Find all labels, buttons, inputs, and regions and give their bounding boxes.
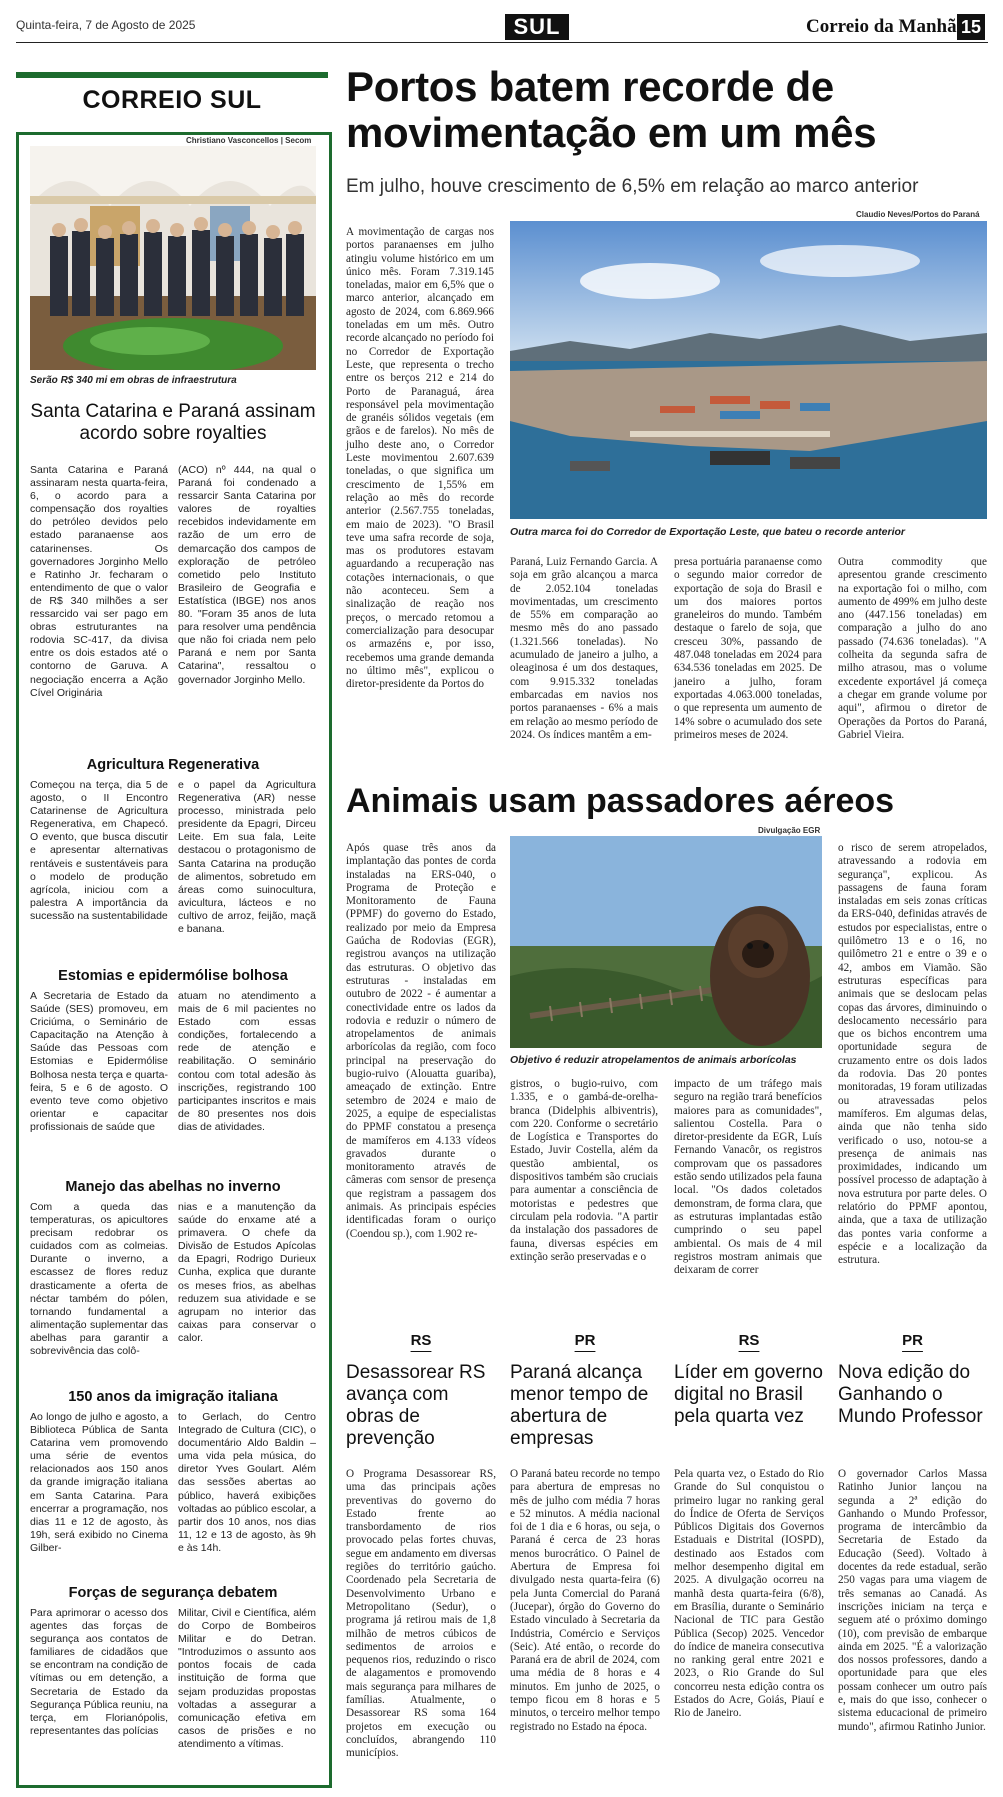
- seguranca-text-col1: Para aprimorar o acesso dos agentes das forças de segurança aos contatos de familiares de cidadãos que se encontram na condição de vítimas ou em detenção, a Secretaria de Estado da Segurança Pública reuniu, na terça, em Florianópolis, representantes das polícias: [30, 1607, 168, 1737]
- brief-1-state: RS: [410, 1332, 432, 1349]
- royalties-headline[interactable]: Santa Catarina e Paraná assinam acordo sobre royalties: [30, 401, 316, 444]
- agri-text-col1: Começou na terça, dia 5 de agosto, o II Encontro Catarinense de Agricultura Regenerativa, em Chapecó. O evento, que busca discutir e apresentar alternativas rentáveis e sustentáveis para o modelo de produção agrícola, iniciou com a palestra A importância da sucessão na sustentabilidade: [30, 779, 168, 922]
- brief-2-text: O Paraná bateu recorde no tempo para abertura de empresas no mês de julho com média 7 horas e 52 minutos. A média nacional foi de 1 dia e 6 horas, ou seja, o Paraná é cerca de 23 horas menos burocrático. O Painel de Abertura de Empresa foi divulgado nesta quarta-feira (6) pela Junta Comercial do Paraná (Jucepar), órgão do Governo do Estado vinculado à Secretaria da Indústria, Comércio e Serviços (Seic). Até então, o recorde do Paraná era de abril de 2024, com uma média de 8 horas e 4 minutos. Em junho de 2025, o tempo ficou em 8 horas e 5 minutos, o terceiro melhor tempo registrado no Estado na época.: [510, 1468, 660, 1733]
- signing-ceremony-photo: [30, 146, 316, 370]
- animals-text-col4: o risco de serem atropelados, atravessando a rodovia em segurança", explicou. As passagens de fauna foram instaladas em seis zonas críticas da ERS-040, definidas através de estudos por especialistas, entre o quilômetro 13 e o 16, no quilômetro 21 e entre o 39 e o 42, ambos em Viamão. São estruturas específicas para animais que se deslocam pelas copas das árvores, diminuindo o deslocamento necessário para que os bichos encontrem uma oportunidade segura de cruzamento entre os dois lados da rodovia. Das 20 pontes monitoradas, 19 foram utilizadas ou atravessadas pelos mamíferos. Em algumas delas, ainda que não tenha sido verificado o uso, notou-se a presença de animais nas proximidades, indicando um possível processo de adaptação à nova estrutura por parte deles. O relatório do PPMF apontou, ainda, que a taxa de utilização das pontes varia conforme a espécie e a localização da estrutura.: [838, 842, 987, 1267]
- port-aerial-photo: [510, 221, 987, 519]
- header-divider: [16, 42, 988, 43]
- brief-4-text: O governador Carlos Massa Ratinho Junior lançou na segunda a 2ª edição do Ganhando o Mundo Professor, programa de intercâmbio da Secretaria de Estado da Educação (Seed). Voltado à docentes da rede estadual, serão 250 vagas para uma viagem de três semanas ao Canadá. As inscrições iniciam na terça e seguem até o próximo domingo (10), com previsão de embarque ainda em 2025. "É a valorização dos nossos professores, dando a oportunidade para que eles possam conhecer um outro país e, mais do que isso, conhecer o sistema educacional de primeiro mundo", afirmou Ratinho Junior.: [838, 1468, 987, 1733]
- royalties-text-col1: Santa Catarina e Paraná assinaram nesta quarta-feira, 6, o acordo para a compensação dos royalties do petróleo devidos pelo estado paranaense aos catarinenses. Os governadores Jorginho Mello e Ratinho Jr. fecharam o entendimento de que o valor de R$ 340 milhões a ser ressarcido vai ser pago em obras estruturantes na rodovia SC-417, da divisa entre os dois estados até o contorno de Garuva. A negociação encerra a Ação Cível Originária: [30, 464, 168, 699]
- animals-text-col3: impacto de um tráfego mais seguro na região trará benefícios maiores para as comunidades", salientou Costella. Para o diretor-presidente da EGR, Luís Fernando Vanacôr, os registros comprovam que os passadores estão sendo utilizados pela fauna local. "Os dados coletados demonstram, de forma clara, que as estruturas implantadas estão cumprindo o seu papel ambiental. Os mais de 4 mil registros mostram animais que deixaram de correr: [674, 1078, 822, 1277]
- imigracao-subhead[interactable]: 150 anos da imigração italiana: [68, 1389, 278, 1405]
- ports-photo-credit: Claudio Neves/Portos do Paraná: [856, 210, 980, 219]
- monkey-bridge-photo: [510, 836, 822, 1048]
- agri-subhead[interactable]: Agricultura Regenerativa: [86, 757, 260, 773]
- estomias-text-col1: A Secretaria de Estado da Saúde (SES) promoveu, em Criciúma, o Seminário de Capacitação na Atenção à Saúde das Pessoas com Estomias e Epidermólise Bolhosa nesta terça e quarta-feira, 5 e 6 de agosto. O evento teve como objetivo orientar e capacitar profissionais de saúde que: [30, 990, 168, 1133]
- imigracao-text-col2: to Gerlach, do Centro Integrado de Cultura (CIC), o documentário Aldo Baldin – uma vida pela música, do diretor Yves Goulart. Além das sessões abertas ao público, haverá exibições voltadas ao público escolar, a partir dos 10 anos, nos dias 11, 12 e 13 de agosto, às 9h e às 14h.: [178, 1411, 316, 1554]
- page-number: 15: [957, 14, 985, 40]
- ports-text-col2: Paraná, Luiz Fernando Garcia. A soja em grão alcançou a marca de 2.052.104 toneladas movimentadas, um crescimento de 55% em comparação ao mesmo mês do ano passado (1.321.566 toneladas). No acumulado de janeiro a julho, a oleaginosa é um dos destaques, com 9.915.332 toneladas embarcadas em navios nos portos paranaenses - 6% a mais em relação ao mesmo período de 2024. Os índices mantêm a em-: [510, 556, 658, 741]
- brief-2-state: PR: [574, 1332, 596, 1349]
- animals-headline[interactable]: Animais usam passadores aéreos: [346, 782, 895, 820]
- brief-4-state: PR: [902, 1332, 923, 1349]
- abelhas-text-col1: Com a queda das temperaturas, os apicultores precisam redobrar os cuidados com as colmeias. Durante o inverno, a escassez de flores reduz drasticamente a oferta de néctar também do pólen, tornando fundamental a alimentação suplementar das abelhas para garantir a sobrevivência das colô-: [30, 1201, 168, 1358]
- brief-3-text: Pela quarta vez, o Estado do Rio Grande do Sul conquistou o primeiro lugar no ranking geral do Índice de Oferta de Serviços Públicos Digitais dos Governos Estaduais e Distrital (IOSPD), destinado aos Estados com melhor desempenho digital em 2025. A divulgação ocorreu na manhã desta quarta-feira (6/8), em Brasília, durante o Seminário Nacional de TIC para Gestão Pública (Secop) 2025. Vencedor do índice de maneira consecutiva no ranking geral entre 2021 e 2023, o Rio Grande do Sul concorreu nesta edição contra os Estados do Acre, Goiás, Piauí e Rio de Janeiro.: [674, 1468, 824, 1720]
- ports-text-col1: A movimentação de cargas nos portos paranaenses em julho atingiu volume histórico em um único mês. Foram 7.319.145 toneladas, maior em 6,5% que o marco anterior, alcançado em agosto de 2024, com 6.869.966 toneladas em um mês. Outro recorde alcançado no período foi no Corredor de Exportação Leste, que representa o trecho entre os berços 212 e 214 do Porto de Paranaguá, área responsável pela movimentação de granéis sólidos vegetais (em grãos e de farelos). No mês de julho deste ano, o Corredor Leste movimentou 2.607.639 toneladas, o que significa um crescimento de 1,55% em relação ao mês do recorde anterior (2.567.755 toneladas, em maio de 2023). "O Brasil teve uma safra recorde de soja, mas os produtores estavam aguardando a recuperação nas cotações internacionais, o que não aconteceu. Sem a sinalização de reação nos preços, o mercado retomou a comercialização para desocupar os armazéns e, por isso, recebemos uma grande demanda no último mês", explicou o diretor-presidente da Portos do: [346, 226, 494, 691]
- left-photo-caption: Serão R$ 340 mi em obras de infraestrutura: [30, 375, 237, 386]
- royalties-text-col2: (ACO) nº 444, na qual o Paraná foi condenado a ressarcir Santa Catarina por valores de royalties recebidos indevidamente em razão de um erro de demarcação dos campos de exploração de petróleo cometido pelo Instituto Brasileiro de Geografia e Estatística (IBGE) nos anos 80. "Foram 35 anos de luta para resolver uma pendência que não foi criada nem pelo Paraná e nem por Santa Catarina", ressaltou o governador Jorginho Mello.: [178, 464, 316, 686]
- ports-text-col4: Outra commodity que apresentou grande crescimento na exportação foi o milho, com aumento de 499% em julho deste ano (447.156 toneladas) em comparação a julho do ano passado (74.636 toneladas). "A colheita da segunda safra de milho atrasou, mas o volume excedente exportável já começa a chegar em grande volume por aqui", afirmou o diretor de Operações da Portos do Paraná, Gabriel Vieira.: [838, 556, 987, 741]
- newspaper-logo[interactable]: Correio da Manhã: [806, 16, 957, 37]
- ports-deck: Em julho, houve crescimento de 6,5% em relação ao marco anterior: [346, 176, 919, 197]
- seguranca-text-col2: Militar, Civil e Científica, além do Corpo de Bombeiros Militar e do Detran. "Introduzimos o assunto aos pontos focais de cada instituição de forma que sejam produzidas propostas voltadas a assegurar a comunicação efetiva em casos de prisões e no atendimento a vítimas.: [178, 1607, 316, 1750]
- animals-photo-credit: Divulgação EGR: [758, 826, 821, 835]
- brief-3-state: RS: [738, 1332, 760, 1349]
- column-accent-bar: [16, 72, 328, 78]
- issue-date: Quinta-feira, 7 de Agosto de 2025: [16, 18, 196, 32]
- section-label: SUL: [505, 14, 569, 40]
- agri-text-col2: e o papel da Agricultura Regenerativa (AR) nesse processo, ministrada pelo presidente da Epagri, Dirceu Leite. Em sua fala, Leite destacou o protagonismo de Santa Catarina na produção de alimentos, sobretudo em áreas como suinocultura, avicultura, lácteos e no cultivo de arroz, feijão, maçã e banana.: [178, 779, 316, 936]
- animals-text-col1: Após quase três anos da implantação das pontes de corda instaladas na ERS-040, o Programa de Proteção e Monitoramento de Fauna (PPMF) do governo do Estado, realizado por meio da Empresa Gaúcha de Rodovias (EGR), registrou avanços na utilização das estruturas. O objetivo das estruturas - instaladas em outubro de 2022 - é aumentar a conectividade entre os lados da rodovia e reduzir o número de atropelamentos de animais arborícolas da região, com foco principal na preservação do bugio-ruivo (Alouatta guariba), ameaçado de extinção. Entre setembro de 2024 e maio de 2025, a equipe de especialistas do PPMF constatou a presença de mamíferos em 4.133 vídeos gravados durante o monitoramento através de câmeras com sensor de presença que registram a passagem dos animais. As principais espécies identificadas foram o ouriço (Coendou sp.), com 1.902 re-: [346, 842, 496, 1240]
- estomias-subhead[interactable]: Estomias e epidermólise bolhosa: [58, 968, 288, 984]
- abelhas-subhead[interactable]: Manejo das abelhas no inverno: [65, 1179, 281, 1195]
- estomias-text-col2: atuam no atendimento a mais de 6 mil pacientes no Estado com essas condições, fortalecendo a rede de atenção e reabilitação. O seminário contou com total adesão às inscrições, registrando 100 participantes inscritos e mais de 80 presentes nos dois dias de atividades.: [178, 990, 316, 1133]
- brief-2-headline[interactable]: Paraná alcança menor tempo de abertura de empresas: [510, 1362, 649, 1449]
- brief-1-headline[interactable]: Desassorear RS avança com obras de prevenção: [346, 1362, 486, 1449]
- ports-headline[interactable]: Portos batem recorde de movimentação em um mês: [346, 63, 877, 156]
- ports-text-col3: presa portuária paranaense como o segundo maior corredor de exportação de soja do Brasil e um dos maiores portos graneleiros do mundo. Também destaque o farelo de soja, que cresceu 30%, passando de 487.048 toneladas em 2024 para 634.536 toneladas em 2025. De janeiro a julho, foram exportadas 4.063.000 toneladas, o que representa um aumento de 14% sobre o acumulado dos sete primeiros meses de 2024.: [674, 556, 822, 741]
- abelhas-text-col2: nias e a manutenção da saúde do enxame até a primavera. O chefe da Divisão de Estudos Apícolas da Epagri, Rodrigo Durieux Cunha, explica que durante os meses frios, as abelhas reduzem sua atividade e se agrupam no interior das caixas para conservar o calor.: [178, 1201, 316, 1344]
- column-title: CORREIO SUL: [82, 86, 262, 114]
- animals-photo-caption: Objetivo é reduzir atropelamentos de animais arborícolas: [510, 1054, 797, 1066]
- brief-3-headline[interactable]: Líder em governo digital no Brasil pela quarta vez: [674, 1362, 823, 1427]
- left-photo-credit: Christiano Vasconcellos | Secom: [186, 136, 312, 145]
- imigracao-text-col1: Ao longo de julho e agosto, a Biblioteca Pública de Santa Catarina vem promovendo uma série de eventos relacionados aos 150 anos da grande imigração italiana em Santa Catarina. Para encerrar a programação, nos dias 11 e 12 de agosto, às 19h, será exibido no Cinema Gilber-: [30, 1411, 168, 1554]
- animals-text-col2: gistros, o bugio-ruivo, com 1.335, e o gambá-de-orelha-branca (Didelphis albiventris), com 220. Conforme o secretário de Logística e Transportes do Estado, Juvir Costella, além da questão ambiental, os dispositivos também são cruciais para aumentar a consciência de motoristas e pedestres que circulam pela rodovia. "A partir da instalação dos passadores de fauna, diversas espécies em extinção serão preservadas e o: [510, 1078, 658, 1263]
- seguranca-subhead[interactable]: Forças de segurança debatem: [68, 1585, 278, 1601]
- brief-1-text: O Programa Desassorear RS, uma das principais ações preventivas do governo do Estado frente ao transbordamento de rios provocado pelas fortes chuvas, segue em andamento em diversas regiões do território gaúcho. Coordenado pela Secretaria de Desenvolvimento Urbano e Metropolitano (Sedur), o programa já retirou mais de 1,8 milhão de metros cúbicos de sedimentos de arroios e pequenos rios, reduzindo o risco de alagamentos e promovendo mais segurança para milhares de famílias. Atualmente, o Desassorear RS soma 164 projetos em execução ou concluídos, abrangendo 110 municípios.: [346, 1468, 496, 1760]
- ports-photo-caption: Outra marca foi do Corredor de Exportação Leste, que bateu o recorde anterior: [510, 526, 906, 538]
- brief-4-headline[interactable]: Nova edição do Ganhando o Mundo Professor: [838, 1362, 983, 1427]
